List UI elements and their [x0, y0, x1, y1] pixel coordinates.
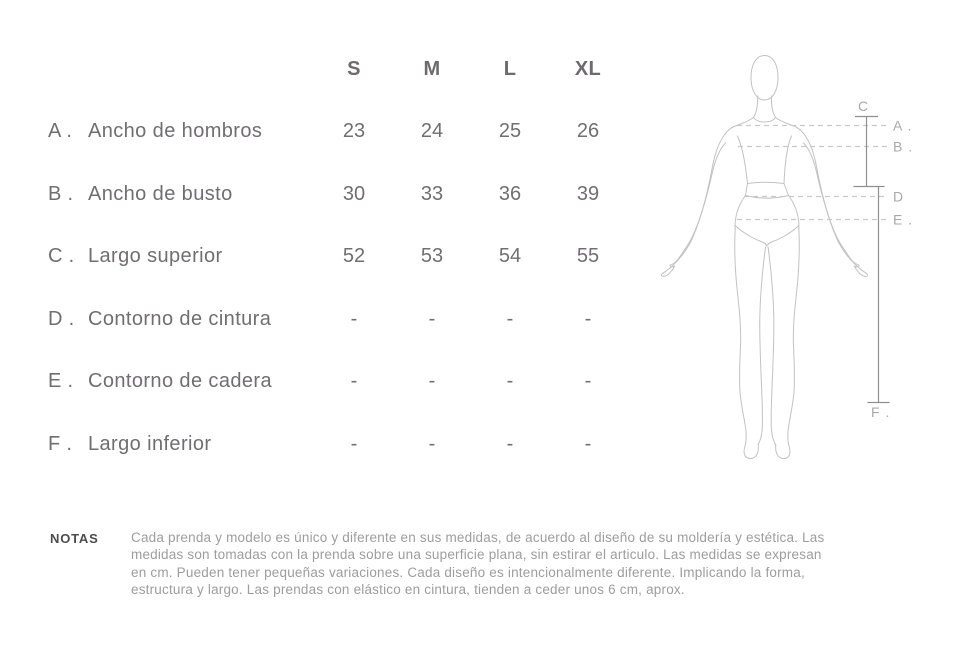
size-guide-figure: [640, 40, 964, 480]
row-letter: D .: [48, 307, 75, 330]
row-letter: F .: [48, 432, 73, 455]
mannequin-outline: [661, 56, 870, 459]
cell-value: 25: [498, 120, 522, 143]
cell-value: -: [350, 307, 358, 330]
cell-value: -: [428, 307, 436, 330]
cell-value: -: [428, 370, 436, 393]
mannequin-figure: [640, 40, 964, 480]
row-letter: A .: [48, 120, 73, 143]
cell-value: 52: [342, 245, 366, 268]
cell-value: -: [584, 307, 592, 330]
size-header-xl: XL: [574, 57, 602, 80]
notes-section: [50, 529, 921, 598]
measure-bracket-c: [854, 117, 885, 187]
measure-label-a: A .: [893, 117, 913, 134]
row-name: Contorno de cintura: [88, 307, 272, 330]
measure-label-f: F .: [871, 404, 891, 420]
cell-value: 26: [576, 120, 600, 143]
row-letter: B .: [48, 182, 74, 205]
row-letter: E .: [48, 370, 74, 393]
measure-label-b: B .: [893, 138, 914, 155]
row-name: Ancho de hombros: [88, 120, 263, 143]
measure-label-e: E .: [893, 211, 914, 228]
cell-value: 53: [420, 245, 444, 268]
measure-label-c: C: [858, 98, 870, 114]
cell-value: 23: [342, 120, 366, 143]
cell-value: -: [506, 307, 514, 330]
size-header-l: L: [503, 57, 517, 80]
measure-label-d: D: [893, 188, 905, 205]
cell-value: -: [350, 370, 358, 393]
size-header-s: S: [347, 57, 361, 80]
notes-line: en cm. Pueden tener pequeñas variaciones. Cada diseño es intencionalmente diferente. Implicando la forma,: [131, 564, 805, 580]
cell-value: 36: [498, 182, 522, 205]
notes-line: estructura y largo. Las prendas con elástico en cintura, tienden a ceder unos 6 cm, aprox.: [131, 581, 685, 597]
size-chart-table: [48, 38, 627, 476]
cell-value: 24: [420, 120, 444, 143]
row-name: Largo superior: [88, 245, 223, 268]
notes-text: [131, 529, 921, 598]
cell-value: 55: [576, 245, 600, 268]
cell-value: 30: [342, 182, 366, 205]
row-name: Contorno de cadera: [88, 370, 272, 393]
measure-ruler-f: [868, 187, 890, 403]
notes-line: medidas son tomadas con la prenda sobre una superficie plana, sin estirar el articulo. Las medidas se expresan: [131, 547, 822, 563]
cell-value: -: [350, 432, 358, 455]
cell-value: 39: [576, 182, 600, 205]
row-letter: C .: [48, 245, 75, 268]
cell-value: 33: [420, 182, 444, 205]
cell-value: 54: [498, 245, 522, 268]
cell-value: -: [506, 370, 514, 393]
cell-value: -: [584, 432, 592, 455]
cell-value: -: [428, 432, 436, 455]
cell-value: -: [506, 432, 514, 455]
row-name: Ancho de busto: [88, 182, 233, 205]
notes-label: NOTAS: [50, 531, 99, 546]
cell-value: -: [584, 370, 592, 393]
size-header-m: M: [423, 57, 441, 80]
notes-line: Cada prenda y modelo es único y diferente en sus medidas, de acuerdo al diseño de su moldería y estética. Las: [131, 530, 825, 545]
row-name: Largo inferior: [88, 432, 212, 455]
